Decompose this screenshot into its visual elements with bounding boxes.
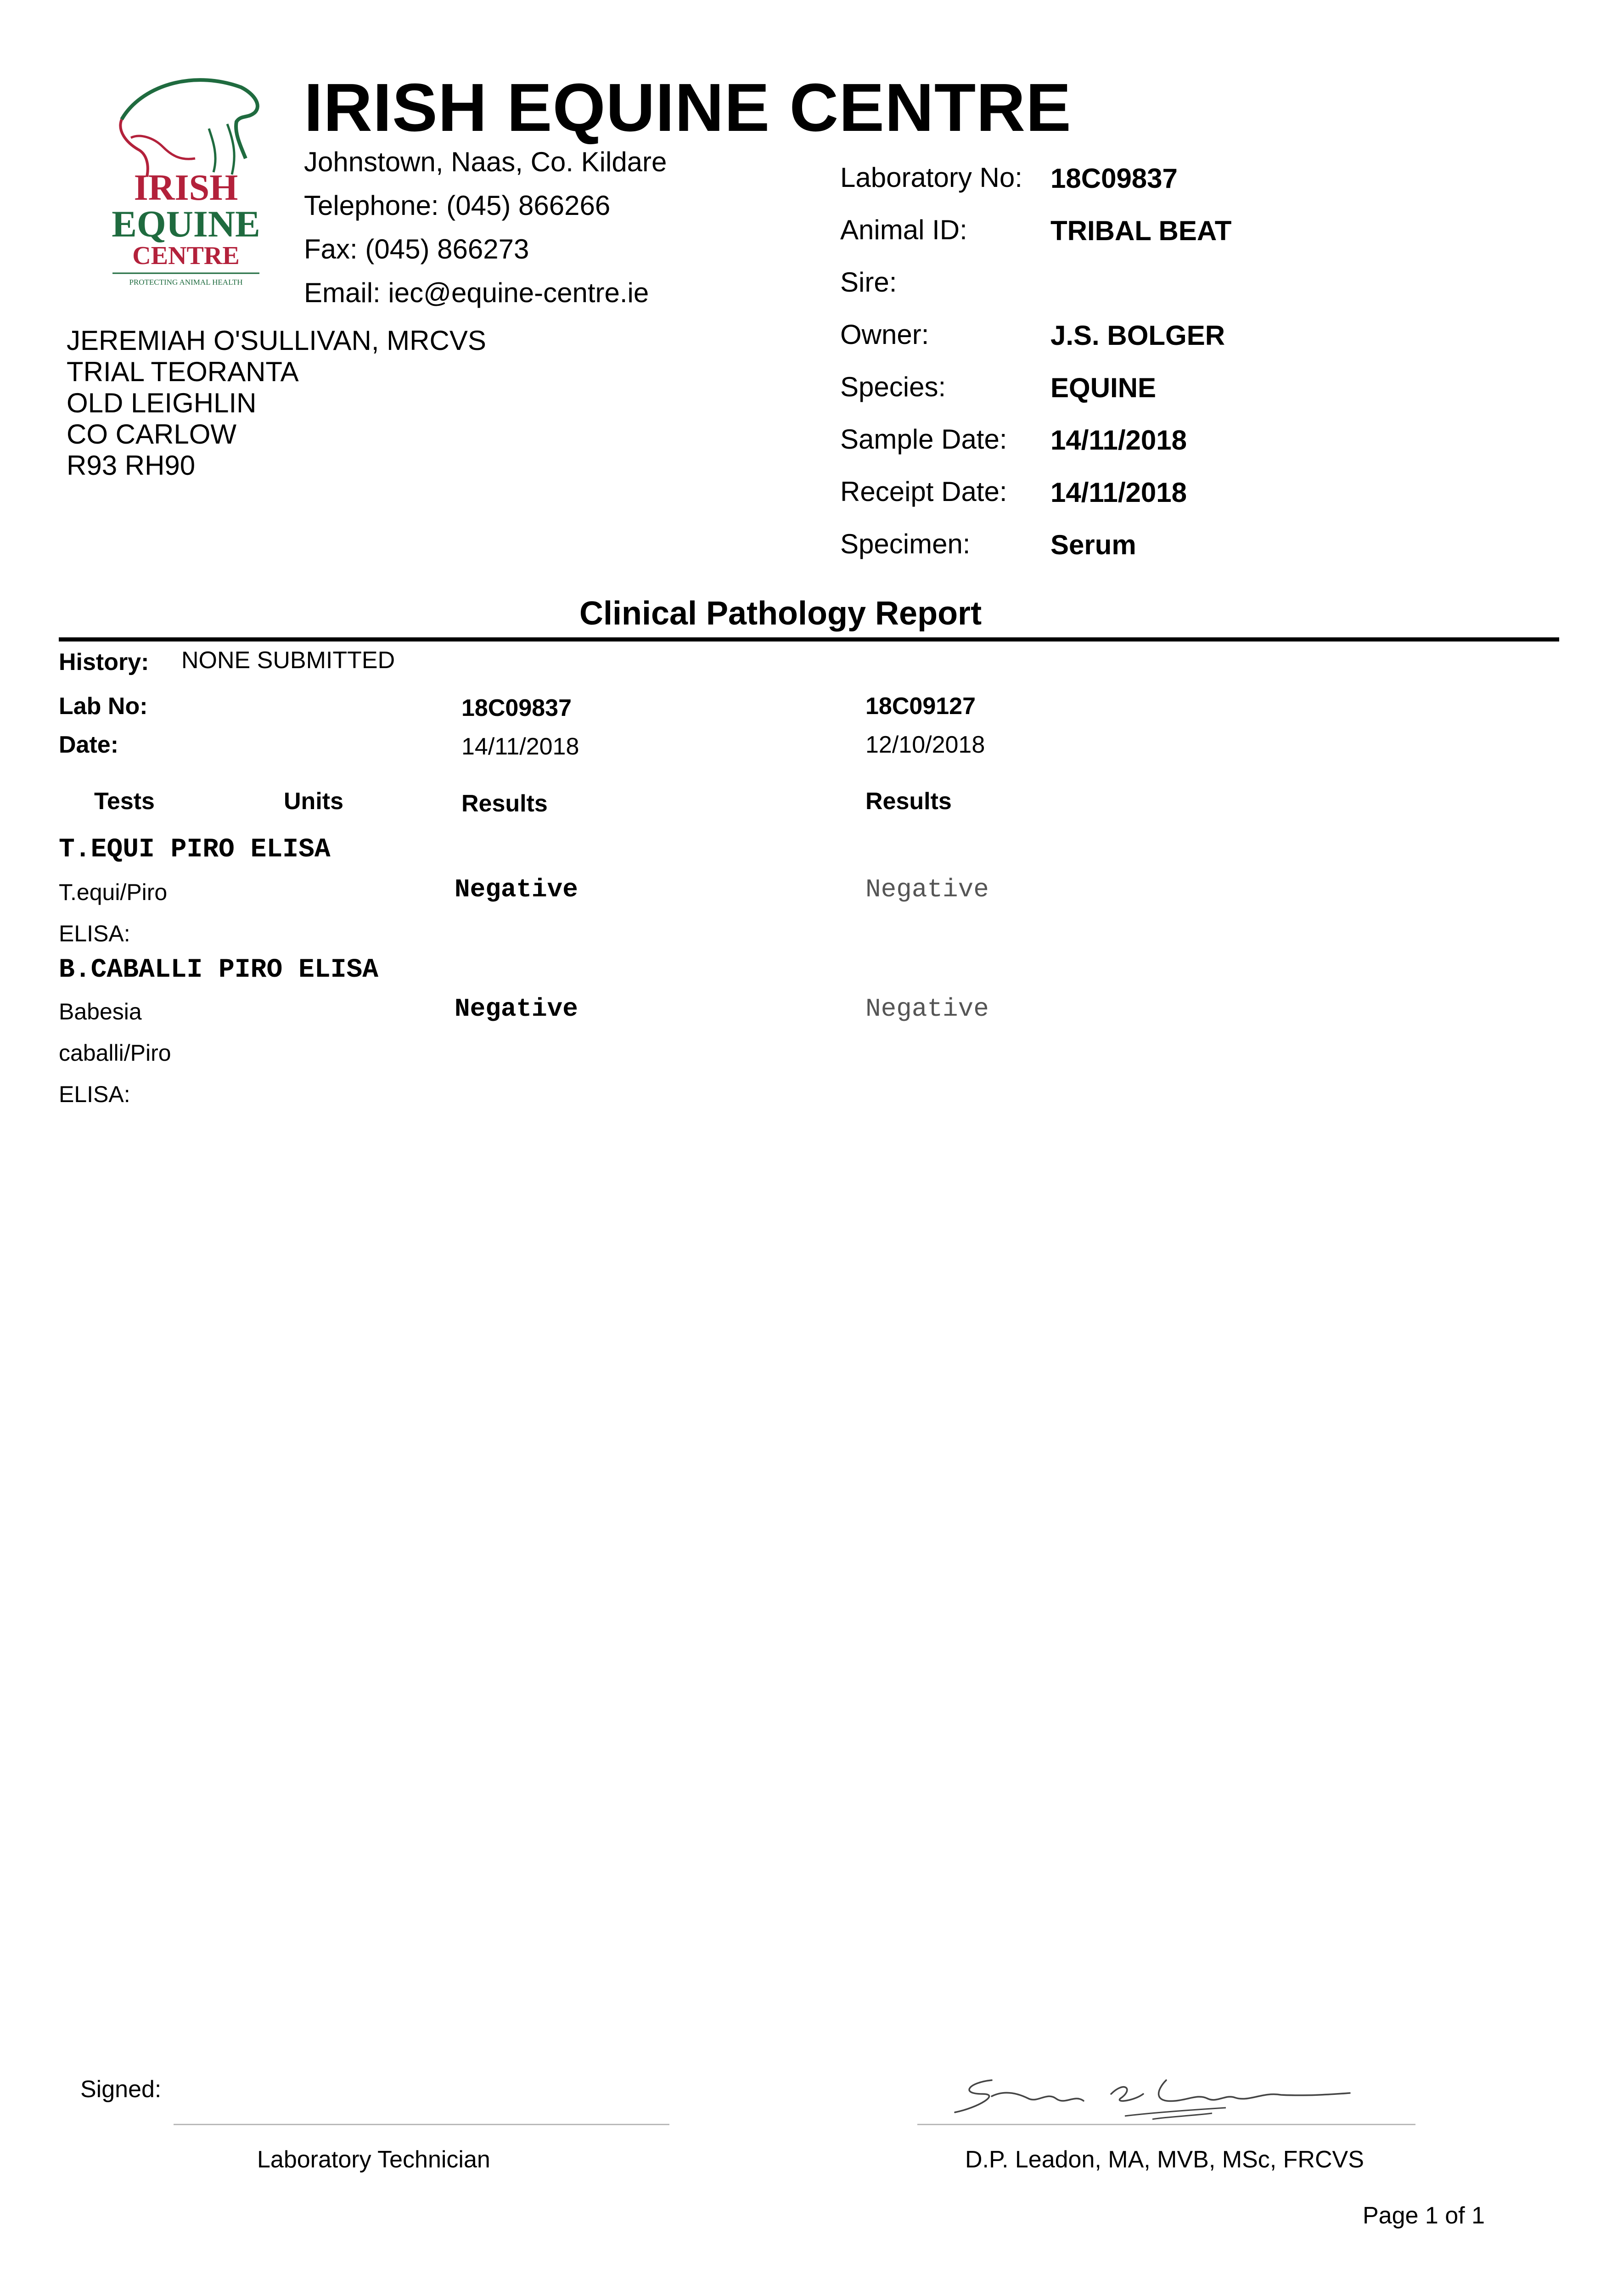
report-title-rule [59, 637, 1559, 642]
recipient-line-1: JEREMIAH O'SULLIVAN, MRCVS [67, 325, 486, 356]
meta-label-sire: Sire: [840, 267, 897, 298]
centre-email: Email: iec@equine-centre.ie [304, 277, 649, 308]
centre-fax: Fax: (045) 866273 [304, 234, 529, 264]
column-header-units: Units [284, 788, 343, 815]
director-signature-line [917, 2124, 1415, 2125]
meta-value-receipt-date: 14/11/2018 [1050, 477, 1187, 508]
meta-label-animal-id: Animal ID: [840, 214, 967, 245]
meta-label-laboratory-no: Laboratory No: [840, 162, 1022, 193]
result-previous-bcaballi: Negative [865, 994, 989, 1024]
meta-label-specimen: Specimen: [840, 529, 971, 559]
meta-value-specimen: Serum [1050, 529, 1136, 560]
horse-logo-icon [103, 69, 269, 289]
recipient-line-3: OLD LEIGHLIN [67, 388, 257, 418]
logo-tagline: PROTECTING ANIMAL HEALTH [129, 278, 243, 287]
recipient-line-4: CO CARLOW [67, 419, 237, 450]
horse-neck-green-stroke [209, 124, 234, 174]
result-previous-tequi: Negative [865, 875, 989, 904]
column-header-tests: Tests [94, 788, 155, 815]
director-name: D.P. Leadon, MA, MVB, MSc, FRCVS [965, 2146, 1364, 2173]
report-title: Clinical Pathology Report [579, 595, 982, 632]
meta-label-owner: Owner: [840, 319, 929, 350]
centre-title: IRISH EQUINE CENTRE [304, 70, 1072, 146]
result-current-bcaballi: Negative [455, 994, 578, 1024]
horse-mane-green-stroke [122, 80, 258, 158]
meta-label-sample-date: Sample Date: [840, 424, 1007, 455]
date-current: 14/11/2018 [461, 733, 579, 760]
section-heading-tequi: T.EQUI PIRO ELISA [59, 835, 331, 865]
signature-stroke [955, 2080, 1350, 2112]
lab-no-label: Lab No: [59, 693, 148, 720]
centre-telephone: Telephone: (045) 866266 [304, 190, 611, 221]
centre-address: Johnstown, Naas, Co. Kildare [304, 146, 667, 177]
signed-label: Signed: [80, 2076, 162, 2103]
date-previous: 12/10/2018 [865, 732, 985, 758]
horse-jaw-red-stroke [131, 136, 195, 159]
recipient-line-5: R93 RH90 [67, 450, 196, 481]
meta-value-sample-date: 14/11/2018 [1050, 425, 1187, 456]
column-header-results-previous: Results [865, 788, 952, 815]
lab-no-current: 18C09837 [461, 695, 572, 721]
meta-value-owner: J.S. BOLGER [1050, 320, 1225, 351]
logo-text-irish: IRISH [134, 168, 238, 208]
test-name-tequi: T.equi/Piro ELISA: [59, 879, 168, 946]
technician-title: Laboratory Technician [257, 2146, 490, 2173]
meta-value-animal-id: TRIBAL BEAT [1050, 215, 1232, 246]
logo-text-equine: EQUINE [112, 203, 260, 245]
meta-value-species: EQUINE [1050, 372, 1157, 403]
technician-signature-line [174, 2124, 669, 2125]
meta-value-laboratory-no: 18C09837 [1050, 163, 1178, 194]
irish-equine-centre-logo [103, 69, 269, 289]
history-label: History: [59, 649, 149, 675]
logo-text-centre: CENTRE [132, 242, 240, 270]
handwritten-signature [950, 2062, 1364, 2131]
test-name-bcaballi: Babesia caballi/Piro ELISA: [59, 999, 171, 1107]
history-value: NONE SUBMITTED [181, 647, 395, 674]
meta-label-receipt-date: Receipt Date: [840, 476, 1007, 507]
result-current-tequi: Negative [455, 875, 578, 904]
page-number: Page 1 of 1 [1363, 2202, 1485, 2229]
lab-no-previous: 18C09127 [865, 693, 976, 720]
meta-label-species: Species: [840, 371, 946, 402]
section-heading-bcaballi: B.CABALLI PIRO ELISA [59, 955, 379, 985]
signature-underline-stroke [1125, 2108, 1226, 2119]
date-label: Date: [59, 732, 119, 758]
recipient-line-2: TRIAL TEORANTA [67, 356, 299, 387]
column-header-results-current: Results [461, 790, 548, 817]
